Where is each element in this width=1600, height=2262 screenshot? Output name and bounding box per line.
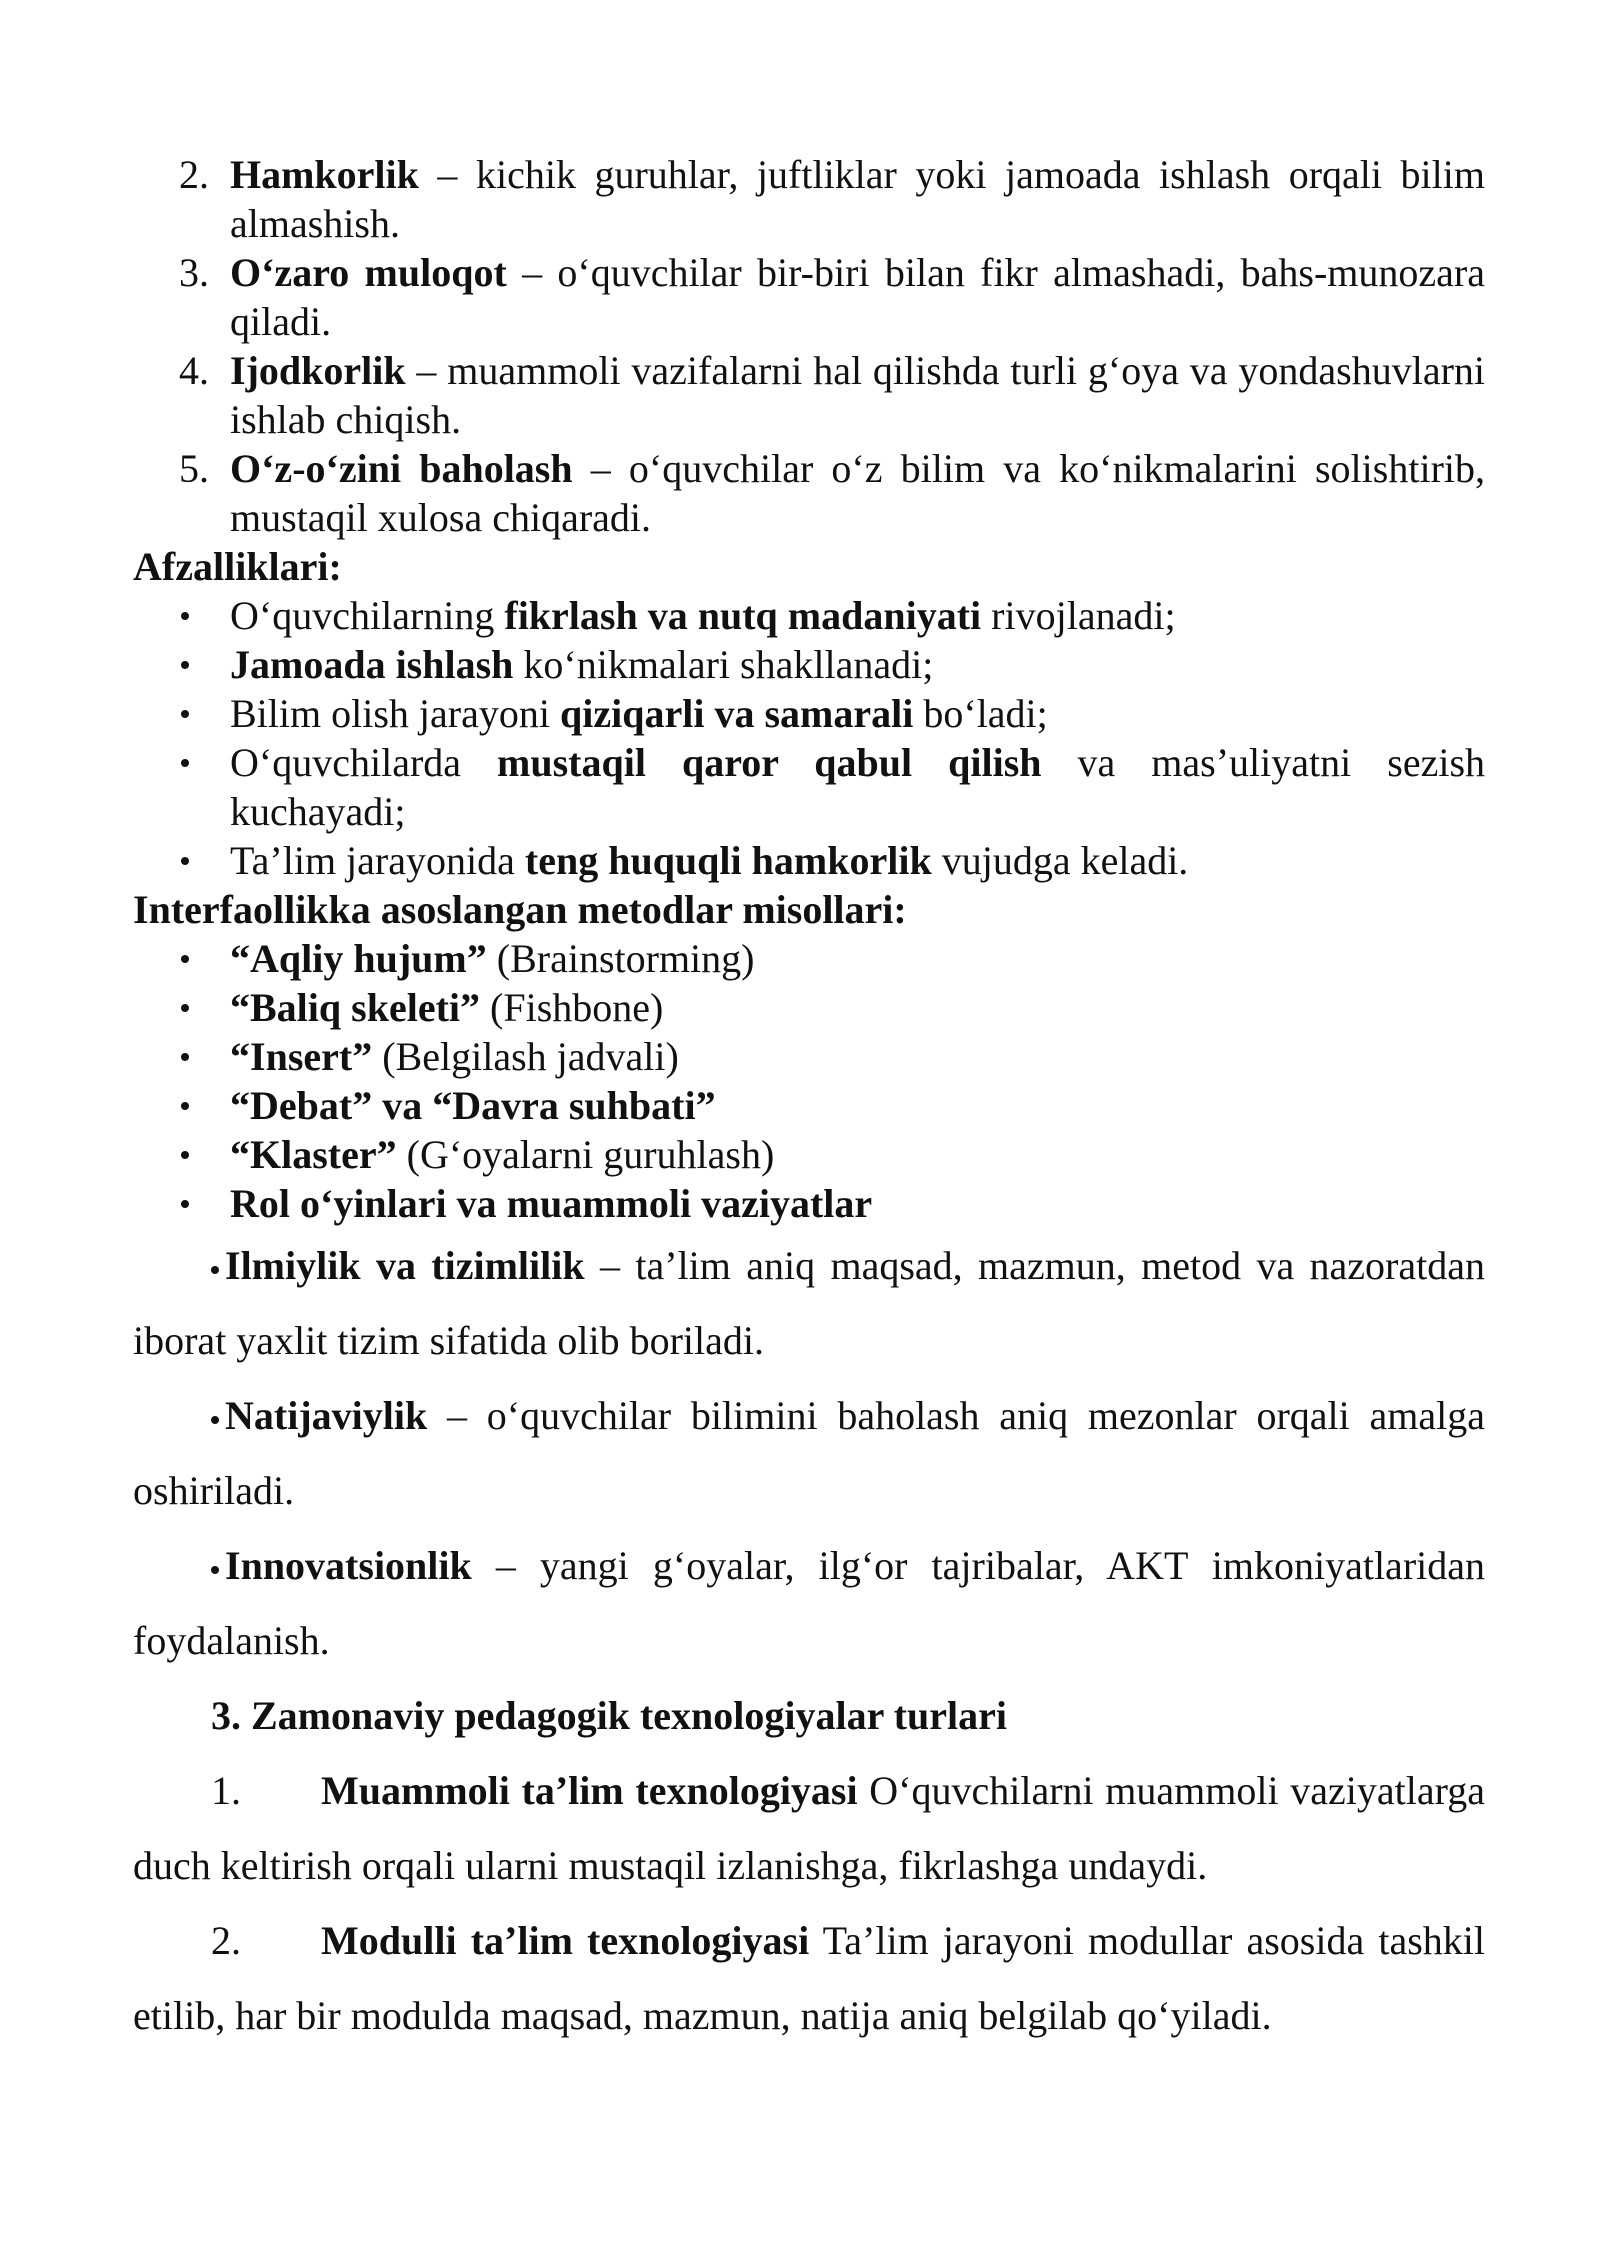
- item-emphasis: “Insert”: [230, 1034, 373, 1079]
- technology-title: Muammoli ta’lim texnologiyasi: [321, 1768, 858, 1813]
- principle-paragraph: [133, 1528, 1485, 1678]
- item-emphasis: “Aqliy hujum”: [230, 936, 487, 981]
- numbered-item: [133, 248, 1485, 346]
- item-number: 1.: [211, 1768, 241, 1813]
- page-content: [133, 150, 1485, 2053]
- item-text: Bilim olish jarayoni: [230, 691, 560, 736]
- item-emphasis: “Klaster”: [230, 1132, 397, 1177]
- item-text: (Brainstorming): [486, 936, 755, 981]
- item-emphasis: Rol o‘yinlari va muammoli vaziyatlar: [230, 1181, 873, 1226]
- item-emphasis: “Debat” va “Davra suhbati”: [230, 1083, 716, 1128]
- item-emphasis: Jamoada ishlash: [230, 642, 514, 687]
- item-term: Ijodkorlik: [230, 348, 406, 393]
- principle-text: – ta’lim aniq maqsad, mazmun, metod va nazoratdan iborat yaxlit tizim sifatida olib boriladi.: [133, 1243, 1485, 1363]
- bullet-icon: [181, 759, 189, 767]
- item-emphasis: “Baliq skeleti”: [230, 985, 481, 1030]
- item-text: O‘quvchilarning: [230, 593, 505, 638]
- list-item: [133, 934, 1485, 983]
- technology-title: Modulli ta’lim texnologiyasi: [321, 1918, 810, 1963]
- technology-text: Ta’lim jarayoni modullar asosida tashkil etilib, har bir modulda maqsad, mazmun, natija aniq belgilab qo‘yiladi.: [133, 1918, 1486, 2038]
- numbered-list: [133, 150, 1485, 542]
- technology-paragraph: [133, 1753, 1485, 1903]
- list-item: [133, 738, 1485, 836]
- item-term: O‘zaro muloqot: [230, 250, 507, 295]
- item-number: 5.: [179, 446, 209, 491]
- principle-text: – yangi g‘oyalar, ilg‘or tajribalar, AKT imkoniyatlaridan foydalanish.: [133, 1543, 1485, 1663]
- item-number: 4.: [179, 348, 209, 393]
- bullet-icon: [211, 1266, 219, 1274]
- item-term: O‘z-o‘zini baholash: [230, 446, 573, 491]
- bullet-icon: [211, 1416, 219, 1424]
- bullet-icon: [181, 1102, 189, 1110]
- bullet-icon: [181, 955, 189, 963]
- bullet-icon: [181, 1151, 189, 1159]
- list-item: [133, 836, 1485, 885]
- principle-text: – o‘quvchilar bilimini baholash aniq mezonlar orqali amalga oshiriladi.: [133, 1393, 1485, 1513]
- list-item: [133, 591, 1485, 640]
- item-emphasis: fikrlash va nutq madaniyati: [504, 593, 982, 638]
- list-item: [133, 1032, 1485, 1081]
- list-item: [133, 640, 1485, 689]
- item-emphasis: teng huquqli hamkorlik: [524, 838, 932, 883]
- item-number: 2.: [211, 1918, 241, 1963]
- list-item: [133, 1179, 1485, 1228]
- item-text: bo‘ladi;: [913, 691, 1048, 736]
- item-term: Hamkorlik: [230, 152, 419, 197]
- list-item: [133, 983, 1485, 1032]
- numbered-item: [133, 150, 1485, 248]
- item-text: va mas’uliyatni sezish kuchayadi;: [230, 740, 1486, 834]
- item-emphasis: qiziqarli va samarali: [559, 691, 914, 736]
- item-text: (Belgilash jadvali): [372, 1034, 679, 1079]
- list-item: [133, 1130, 1485, 1179]
- numbered-item: [133, 346, 1485, 444]
- numbered-item: [133, 444, 1485, 542]
- item-text: Ta’lim jarayonida: [230, 838, 525, 883]
- section-heading: 3. Zamonaviy pedagogik texnologiyalar turlari: [211, 1693, 1007, 1738]
- methods-heading: Interfaollikka asoslangan metodlar misollari:: [133, 887, 907, 932]
- item-text: vujudga keladi.: [931, 838, 1189, 883]
- bullet-icon: [181, 1004, 189, 1012]
- principle-term: Ilmiylik va tizimlilik: [225, 1243, 585, 1288]
- item-text: O‘quvchilarda: [230, 740, 498, 785]
- list-item: [133, 1081, 1485, 1130]
- bullet-icon: [181, 857, 189, 865]
- item-number: 3.: [179, 250, 209, 295]
- item-text: (Fishbone): [480, 985, 664, 1030]
- principle-paragraph: [133, 1378, 1485, 1528]
- bullet-icon: [181, 1200, 189, 1208]
- bullet-icon: [181, 710, 189, 718]
- advantages-list: [133, 591, 1485, 885]
- bullet-icon: [211, 1566, 219, 1574]
- item-text: – o‘quvchilar o‘z bilim va ko‘nikmalarini solishtirib, mustaqil xulosa chiqaradi.: [230, 446, 1485, 540]
- item-text: ko‘nikmalari shakllanadi;: [513, 642, 934, 687]
- item-text: (G‘oyalarni guruhlash): [396, 1132, 775, 1177]
- principle-paragraph: [133, 1228, 1485, 1378]
- item-emphasis: mustaqil qaror qabul qilish: [497, 740, 1042, 785]
- bullet-icon: [181, 661, 189, 669]
- bullet-icon: [181, 612, 189, 620]
- principle-term: Innovatsionlik: [225, 1543, 472, 1588]
- item-text: – kichik guruhlar, juftliklar yoki jamoada ishlash orqali bilim almashish.: [230, 152, 1485, 246]
- list-item: [133, 689, 1485, 738]
- item-text: – o‘quvchilar bir-biri bilan fikr almashadi, bahs-munozara qiladi.: [230, 250, 1485, 344]
- technology-text: O‘quvchilarni muammoli vaziyatlarga duch keltirish orqali ularni mustaqil izlanishga, fikrlashga undaydi.: [133, 1768, 1485, 1888]
- item-text: – muammoli vazifalarni hal qilishda turli g‘oya va yondashuvlarni ishlab chiqish.: [230, 348, 1485, 442]
- principle-term: Natijaviylik: [225, 1393, 428, 1438]
- advantages-heading: Afzalliklari:: [133, 544, 342, 589]
- item-text: rivojlanadi;: [981, 593, 1176, 638]
- item-number: 2.: [179, 152, 209, 197]
- technology-paragraph: [133, 1903, 1485, 2053]
- methods-list: [133, 934, 1485, 1228]
- bullet-icon: [181, 1053, 189, 1061]
